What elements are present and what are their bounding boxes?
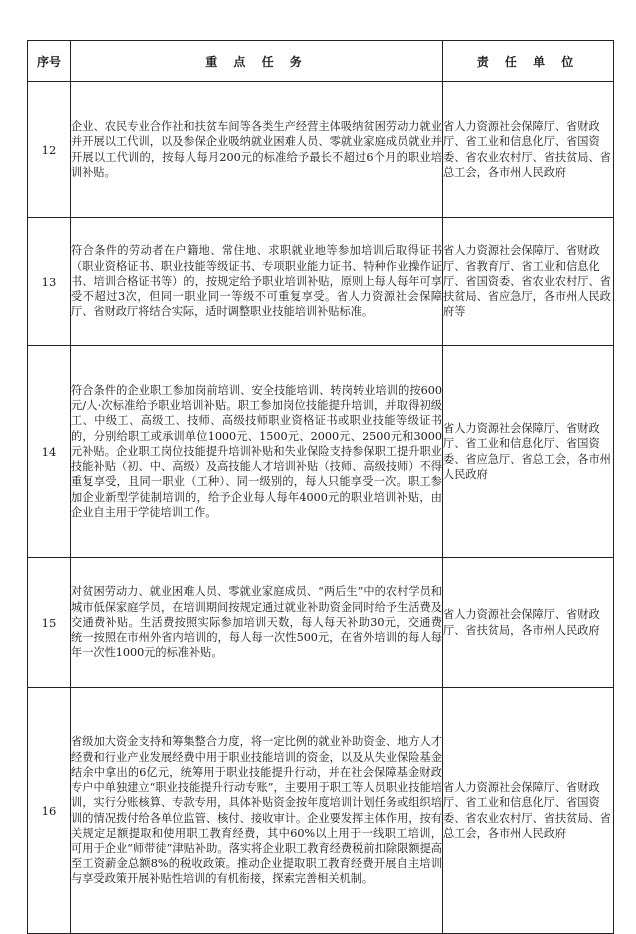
header-responsible-unit: 责 任 单 位: [443, 41, 614, 82]
responsible-unit-cell: 省人力资源社会保障厅、省财政厅、省工业和信息化厅、省国资委、省农业农村厅、省扶贫局、省总工会，各市州人民政府: [443, 688, 614, 934]
responsible-unit-cell: 省人力资源社会保障厅、省财政厅、省工业和信息化厅、省国资委、省应急厅、省总工会，各市州人民政府: [443, 346, 614, 558]
row-number: 15: [28, 558, 71, 688]
task-table: [27, 40, 614, 934]
responsible-unit-cell: 省人力资源社会保障厅、省财政厅、省教育厅、省工业和信息化厅、省国资委、省农业农村厅、省扶贫局、省应急厅，各市州人民政府等: [443, 218, 614, 346]
row-number: 13: [28, 218, 71, 346]
table-header-row: [28, 41, 614, 82]
task-cell: 符合条件的企业职工参加岗前培训、安全技能培训、转岗转业培训的按600元/人·次标准给予职业培训补贴。职工参加岗位技能提升培训，并取得初级工、中级工、高级工、技师、高级技师职业资格证书或职业技能等级证书的，分别给职工或承训单位1000元、1500元、2000元、2500元和3000元补贴。企业职工岗位技能提升培训补贴和失业保险支持参保职工提升职业技能补贴（初、中、高级）及高技能人才培训补贴（技师、高级技师）不得重复享受，且同一职业（工种）、同一级别的，每人只能享受一次。职工参加企业新型学徒制培训的，给予企业每人每年4000元的职业培训补贴，由企业自主用于学徒培训工作。: [71, 346, 443, 558]
row-number: 14: [28, 346, 71, 558]
task-cell: 企业、农民专业合作社和扶贫车间等各类生产经营主体吸纳贫困劳动力就业并开展以工代训，以及参保企业吸纳就业困难人员、零就业家庭成员就业并开展以工代训的，按每人每月200元的标准给予最长不超过6个月的职业培训补贴。: [71, 82, 443, 218]
table-row: [28, 82, 614, 218]
header-no: 序号: [28, 41, 71, 82]
responsible-unit-cell: 省人力资源社会保障厅、省财政厅、省扶贫局，各市州人民政府: [443, 558, 614, 688]
task-cell: 对贫困劳动力、就业困难人员、零就业家庭成员、“两后生”中的农村学员和城市低保家庭学员，在培训期间按规定通过就业补助资金同时给予生活费及交通费补贴。生活费按照实际参加培训天数，每人每天补助30元，交通费统一按照在市州外省内培训的，每人每一次性500元，在省外培训的每人每年一次性1000元的标准补贴。: [71, 558, 443, 688]
row-number: 12: [28, 82, 71, 218]
table-row: [28, 688, 614, 934]
row-number: 16: [28, 688, 71, 934]
table-row: [28, 218, 614, 346]
task-cell: 省级加大资金支持和筹集整合力度，将一定比例的就业补助资金、地方人才经费和行业产业发展经费中用于职业技能培训的资金，以及从失业保险基金结余中拿出的6亿元，统筹用于职业技能提升行动，并在社会保障基金财政专户中单独建立“职业技能提升行动专账”，主要用于职工等人员职业技能培训，实行分账核算、专款专用，具体补贴资金按年度培训计划任务或组织培训的情况拨付给各单位监管、核付、接收审计。企业要发挥主体作用，按有关规定足额提取和使用职工教育经费，其中60%以上用于一线职工培训，可用于企业“师带徒”津贴补助。落实将企业职工教育经费税前扣除限额提高至工资薪金总额8%的税收政策。推动企业提取职工教育经费开展自主培训与享受政策开展补贴性培训的有机衔接，探索完善相关机制。: [71, 688, 443, 934]
header-task: 重 点 任 务: [71, 41, 443, 82]
task-cell: 符合条件的劳动者在户籍地、常住地、求职就业地等参加培训后取得证书（职业资格证书、职业技能等级证书、专项职业能力证书、特种作业操作证书、培训合格证书等）的，按规定给予职业培训补贴，原则上每人每年可享受不超过3次，但同一职业同一等级不可重复享受。省人力资源社会保障厅、省财政厅将结合实际，适时调整职业技能培训补贴标准。: [71, 218, 443, 346]
responsible-unit-cell: 省人力资源社会保障厅、省财政厅、省工业和信息化厅、省国资委、省农业农村厅、省扶贫局、省总工会，各市州人民政府: [443, 82, 614, 218]
table-row: [28, 558, 614, 688]
table-row: [28, 346, 614, 558]
